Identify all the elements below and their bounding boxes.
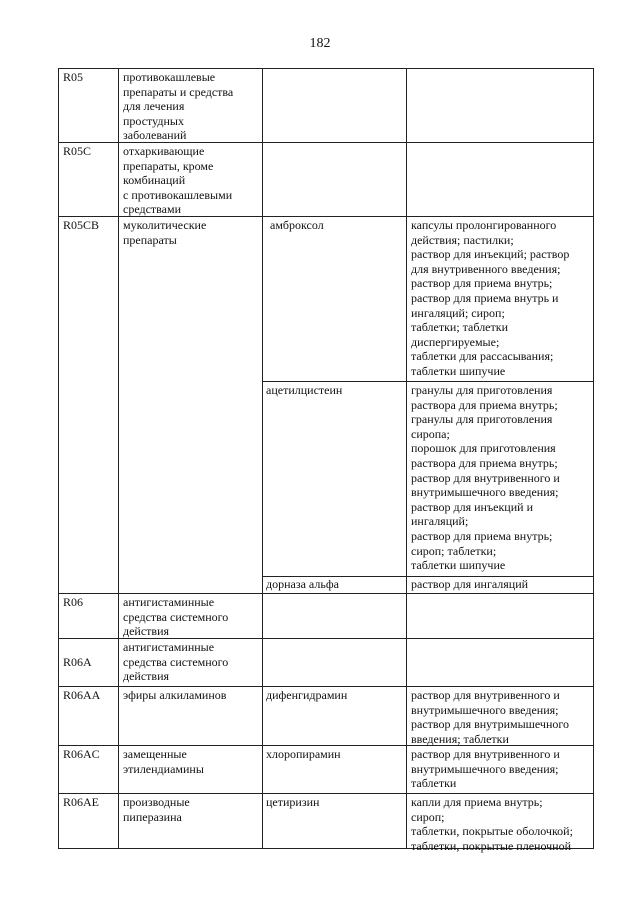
row-divider [59,593,593,594]
column-divider [262,69,263,848]
atc-code: R06AA [63,688,101,702]
drug-name: хлоропирамин [266,747,341,761]
drug-name: цетиризин [266,795,320,809]
atc-code: R06 [63,595,84,609]
group-name: производные пиперазина [123,795,190,824]
drug-name: дифенгидрамин [266,688,348,702]
dosage-forms: капсулы пролонгированного действия; пастилки; раствор для инъекций; раствор для внутривенного введения; раствор для приема внутрь; раствор для приема внутрь и ингаляций; сироп; таблетки; таблетки диспергируемые; таблетки для рассасывания; таблетки шипучие [411,218,570,378]
row-divider [59,793,593,794]
row-divider [262,381,593,382]
column-divider [406,69,407,848]
atc-code: R06AE [63,795,99,809]
drug-name: дорназа альфа [266,577,339,591]
page-number: 182 [309,36,331,51]
column-divider [118,69,119,848]
drug-classification-table [58,68,594,853]
group-name: отхаркивающие препараты, кроме комбинаций с противокашлевыми средствами [123,144,233,217]
group-name: антигистаминные средства системного действия [123,640,229,684]
group-name: муколитические препараты [123,218,207,247]
drug-name: амброксол [270,218,324,232]
group-name: эфиры алкиламинов [123,688,227,702]
atc-code: R05 [63,70,84,84]
drug-name: ацетилцистеин [266,383,343,397]
dosage-forms: гранулы для приготовления раствора для приема внутрь; гранулы для приготовления сиропа; порошок для приготовления раствора для приема внутрь; раствор для внутривенного и внутримышечного введения; раствор для инъекций и ингаляций; раствор для приема внутрь; сироп; таблетки; таблетки шипучие [411,383,560,573]
row-divider [59,686,593,687]
atc-code: R05CB [63,218,100,232]
dosage-forms: раствор для внутривенного и внутримышечного введения; раствор для внутримышечного введения; таблетки [411,688,569,746]
atc-code: R05C [63,144,92,158]
group-name: антигистаминные средства системного действия [123,595,229,639]
group-name: замещенные этилендиамины [123,747,204,776]
dosage-forms: капли для приема внутрь; сироп; таблетки, покрытые оболочкой; таблетки, покрытые пленочной [411,795,573,853]
dosage-forms: раствор для внутривенного и внутримышечного введения; таблетки [411,747,560,791]
dosage-forms: раствор для ингаляций [411,577,529,591]
atc-code: R06A [63,655,92,669]
atc-code: R06AC [63,747,100,761]
group-name: противокашлевые препараты и средства для лечения простудных заболеваний [123,70,234,143]
